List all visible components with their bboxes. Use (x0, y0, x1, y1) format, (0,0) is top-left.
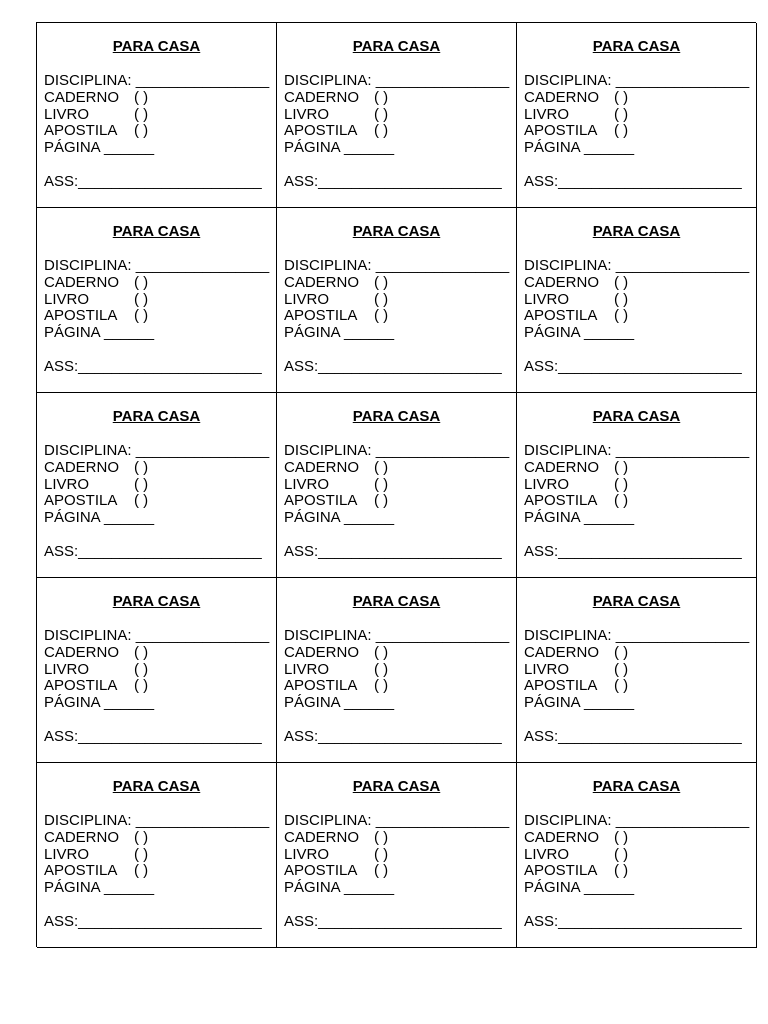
caderno-row (44, 90, 272, 107)
livro-label: LIVRO (524, 660, 570, 678)
disciplina-line: DISCIPLINA: ________________ (44, 627, 270, 644)
caderno-checkbox: ( ) (614, 643, 629, 661)
livro-row (44, 292, 272, 309)
disciplina-line: DISCIPLINA: ________________ (524, 627, 750, 644)
slip-fields (524, 73, 752, 191)
caderno-checkbox: ( ) (614, 458, 629, 476)
spacer (284, 342, 512, 359)
apostila-row (44, 308, 272, 325)
caderno-label: CADERNO (524, 88, 600, 106)
spacer (524, 527, 752, 544)
apostila-label: APOSTILA (524, 862, 598, 880)
homework-slip (517, 23, 757, 208)
spacer (524, 897, 752, 914)
slip-fields (524, 813, 752, 931)
slip-title: PARA CASA (352, 408, 441, 425)
slip-title: PARA CASA (352, 38, 441, 55)
livro-checkbox: ( ) (614, 105, 629, 123)
livro-checkbox: ( ) (134, 290, 149, 308)
livro-checkbox: ( ) (374, 290, 389, 308)
caderno-label: CADERNO (524, 828, 600, 846)
livro-checkbox: ( ) (614, 660, 629, 678)
slip-title: PARA CASA (592, 593, 681, 610)
caderno-row (44, 460, 272, 477)
livro-row (284, 477, 512, 494)
caderno-checkbox: ( ) (134, 88, 149, 106)
homework-slip (277, 208, 517, 393)
caderno-checkbox: ( ) (614, 88, 629, 106)
livro-checkbox: ( ) (614, 290, 629, 308)
livro-label: LIVRO (44, 660, 90, 678)
livro-label: LIVRO (284, 660, 330, 678)
signature-line: ASS:______________________ (284, 357, 502, 375)
livro-checkbox: ( ) (374, 475, 389, 493)
homework-slip (517, 763, 757, 948)
slip-fields (524, 258, 752, 376)
signature-line: ASS:______________________ (524, 172, 742, 190)
apostila-checkbox: ( ) (614, 307, 629, 325)
pagina-line: PÁGINA ______ (284, 879, 395, 897)
apostila-checkbox: ( ) (374, 122, 389, 140)
caderno-checkbox: ( ) (134, 273, 149, 291)
caderno-row (524, 460, 752, 477)
caderno-label: CADERNO (44, 88, 120, 106)
caderno-row (524, 830, 752, 847)
disciplina-line: DISCIPLINA: ________________ (524, 812, 750, 829)
apostila-checkbox: ( ) (614, 677, 629, 695)
slip-fields (44, 628, 272, 746)
homework-slip (37, 208, 277, 393)
spacer (524, 157, 752, 174)
pagina-line: PÁGINA ______ (44, 694, 155, 712)
livro-checkbox: ( ) (134, 845, 149, 863)
homework-slip (517, 208, 757, 393)
livro-row (44, 662, 272, 679)
homework-slip-sheet (36, 22, 756, 947)
pagina-line: PÁGINA ______ (284, 509, 395, 527)
caderno-checkbox: ( ) (614, 828, 629, 846)
disciplina-line: DISCIPLINA: ________________ (524, 257, 750, 274)
disciplina-line: DISCIPLINA: ________________ (44, 812, 270, 829)
livro-checkbox: ( ) (374, 105, 389, 123)
signature-line: ASS:______________________ (44, 912, 262, 930)
apostila-checkbox: ( ) (374, 307, 389, 325)
caderno-row (284, 460, 512, 477)
disciplina-line: DISCIPLINA: ________________ (44, 72, 270, 89)
apostila-row (284, 678, 512, 695)
livro-label: LIVRO (284, 475, 330, 493)
slip-fields (284, 443, 512, 561)
signature-line: ASS:______________________ (524, 912, 742, 930)
pagina-line: PÁGINA ______ (284, 139, 395, 157)
caderno-label: CADERNO (524, 273, 600, 291)
homework-slip (277, 23, 517, 208)
homework-slip (517, 393, 757, 578)
pagina-line: PÁGINA ______ (524, 324, 635, 342)
pagina-line: PÁGINA ______ (524, 879, 635, 897)
apostila-label: APOSTILA (524, 677, 598, 695)
caderno-checkbox: ( ) (134, 828, 149, 846)
slip-fields (524, 443, 752, 561)
apostila-label: APOSTILA (524, 492, 598, 510)
slip-title: PARA CASA (592, 223, 681, 240)
caderno-checkbox: ( ) (374, 273, 389, 291)
livro-row (524, 847, 752, 864)
caderno-label: CADERNO (524, 458, 600, 476)
signature-line: ASS:______________________ (284, 912, 502, 930)
apostila-row (524, 308, 752, 325)
apostila-checkbox: ( ) (374, 862, 389, 880)
apostila-checkbox: ( ) (614, 122, 629, 140)
livro-checkbox: ( ) (614, 845, 629, 863)
homework-slip (37, 23, 277, 208)
signature-line: ASS:______________________ (44, 727, 262, 745)
livro-row (524, 107, 752, 124)
apostila-label: APOSTILA (284, 122, 358, 140)
apostila-label: APOSTILA (284, 677, 358, 695)
livro-checkbox: ( ) (134, 475, 149, 493)
livro-row (44, 107, 272, 124)
caderno-row (524, 645, 752, 662)
apostila-label: APOSTILA (44, 862, 118, 880)
homework-slip (277, 763, 517, 948)
caderno-row (284, 275, 512, 292)
spacer (44, 712, 272, 729)
slip-title: PARA CASA (592, 408, 681, 425)
livro-label: LIVRO (284, 845, 330, 863)
pagina-line: PÁGINA ______ (44, 324, 155, 342)
apostila-label: APOSTILA (284, 307, 358, 325)
slip-fields (44, 258, 272, 376)
spacer (284, 897, 512, 914)
disciplina-line: DISCIPLINA: ________________ (44, 442, 270, 459)
slip-title: PARA CASA (112, 223, 201, 240)
livro-checkbox: ( ) (134, 105, 149, 123)
livro-label: LIVRO (284, 290, 330, 308)
spacer (44, 527, 272, 544)
apostila-row (44, 123, 272, 140)
caderno-checkbox: ( ) (374, 828, 389, 846)
livro-checkbox: ( ) (374, 845, 389, 863)
caderno-label: CADERNO (284, 88, 360, 106)
spacer (524, 712, 752, 729)
pagina-line: PÁGINA ______ (284, 324, 395, 342)
caderno-label: CADERNO (284, 643, 360, 661)
disciplina-line: DISCIPLINA: ________________ (44, 257, 270, 274)
apostila-row (44, 863, 272, 880)
slip-fields (284, 813, 512, 931)
disciplina-line: DISCIPLINA: ________________ (524, 72, 750, 89)
slip-title: PARA CASA (112, 38, 201, 55)
caderno-row (284, 90, 512, 107)
slip-fields (524, 628, 752, 746)
caderno-checkbox: ( ) (374, 643, 389, 661)
caderno-row (44, 645, 272, 662)
livro-label: LIVRO (524, 475, 570, 493)
homework-slip (277, 393, 517, 578)
spacer (44, 157, 272, 174)
livro-label: LIVRO (524, 290, 570, 308)
caderno-row (44, 830, 272, 847)
livro-checkbox: ( ) (374, 660, 389, 678)
signature-line: ASS:______________________ (524, 357, 742, 375)
livro-label: LIVRO (44, 290, 90, 308)
caderno-label: CADERNO (44, 458, 120, 476)
apostila-checkbox: ( ) (134, 677, 149, 695)
slip-title: PARA CASA (592, 778, 681, 795)
slip-fields (284, 73, 512, 191)
signature-line: ASS:______________________ (524, 542, 742, 560)
apostila-label: APOSTILA (44, 677, 118, 695)
spacer (44, 897, 272, 914)
apostila-row (524, 863, 752, 880)
signature-line: ASS:______________________ (44, 172, 262, 190)
signature-line: ASS:______________________ (284, 172, 502, 190)
apostila-row (284, 308, 512, 325)
livro-checkbox: ( ) (134, 660, 149, 678)
caderno-label: CADERNO (44, 828, 120, 846)
slip-title: PARA CASA (112, 408, 201, 425)
livro-label: LIVRO (44, 105, 90, 123)
caderno-row (524, 275, 752, 292)
slip-fields (44, 73, 272, 191)
apostila-checkbox: ( ) (134, 307, 149, 325)
slip-fields (284, 258, 512, 376)
apostila-label: APOSTILA (284, 492, 358, 510)
livro-label: LIVRO (44, 475, 90, 493)
slip-fields (44, 813, 272, 931)
apostila-row (524, 493, 752, 510)
caderno-row (284, 830, 512, 847)
spacer (284, 712, 512, 729)
caderno-label: CADERNO (44, 643, 120, 661)
homework-slip (37, 763, 277, 948)
disciplina-line: DISCIPLINA: ________________ (284, 442, 510, 459)
apostila-checkbox: ( ) (134, 862, 149, 880)
slip-title: PARA CASA (352, 593, 441, 610)
spacer (524, 342, 752, 359)
apostila-checkbox: ( ) (374, 677, 389, 695)
pagina-line: PÁGINA ______ (44, 509, 155, 527)
slip-title: PARA CASA (352, 778, 441, 795)
livro-label: LIVRO (524, 845, 570, 863)
slip-title: PARA CASA (352, 223, 441, 240)
pagina-line: PÁGINA ______ (284, 694, 395, 712)
apostila-row (284, 123, 512, 140)
livro-row (284, 107, 512, 124)
apostila-label: APOSTILA (44, 307, 118, 325)
disciplina-line: DISCIPLINA: ________________ (284, 812, 510, 829)
apostila-label: APOSTILA (524, 122, 598, 140)
caderno-label: CADERNO (44, 273, 120, 291)
pagina-line: PÁGINA ______ (524, 509, 635, 527)
caderno-checkbox: ( ) (134, 458, 149, 476)
homework-slip (37, 578, 277, 763)
disciplina-line: DISCIPLINA: ________________ (284, 257, 510, 274)
caderno-row (524, 90, 752, 107)
spacer (284, 527, 512, 544)
spacer (44, 342, 272, 359)
caderno-checkbox: ( ) (374, 458, 389, 476)
apostila-row (44, 493, 272, 510)
caderno-row (284, 645, 512, 662)
apostila-row (284, 863, 512, 880)
livro-row (524, 292, 752, 309)
caderno-checkbox: ( ) (374, 88, 389, 106)
signature-line: ASS:______________________ (284, 727, 502, 745)
signature-line: ASS:______________________ (284, 542, 502, 560)
pagina-line: PÁGINA ______ (524, 694, 635, 712)
signature-line: ASS:______________________ (44, 542, 262, 560)
apostila-label: APOSTILA (44, 492, 118, 510)
caderno-row (44, 275, 272, 292)
slip-fields (44, 443, 272, 561)
livro-label: LIVRO (284, 105, 330, 123)
apostila-label: APOSTILA (44, 122, 118, 140)
slip-title: PARA CASA (112, 593, 201, 610)
apostila-row (284, 493, 512, 510)
slip-title: PARA CASA (592, 38, 681, 55)
caderno-checkbox: ( ) (614, 273, 629, 291)
slip-fields (284, 628, 512, 746)
livro-row (284, 662, 512, 679)
apostila-row (524, 123, 752, 140)
caderno-label: CADERNO (284, 458, 360, 476)
livro-label: LIVRO (524, 105, 570, 123)
livro-row (44, 847, 272, 864)
disciplina-line: DISCIPLINA: ________________ (284, 72, 510, 89)
caderno-checkbox: ( ) (134, 643, 149, 661)
caderno-label: CADERNO (284, 273, 360, 291)
disciplina-line: DISCIPLINA: ________________ (284, 627, 510, 644)
disciplina-line: DISCIPLINA: ________________ (524, 442, 750, 459)
pagina-line: PÁGINA ______ (44, 879, 155, 897)
pagina-line: PÁGINA ______ (44, 139, 155, 157)
caderno-label: CADERNO (284, 828, 360, 846)
apostila-checkbox: ( ) (614, 492, 629, 510)
homework-slip (277, 578, 517, 763)
apostila-label: APOSTILA (524, 307, 598, 325)
livro-row (524, 477, 752, 494)
homework-slip (37, 393, 277, 578)
pagina-line: PÁGINA ______ (524, 139, 635, 157)
homework-slip (517, 578, 757, 763)
apostila-row (44, 678, 272, 695)
livro-row (284, 847, 512, 864)
apostila-checkbox: ( ) (134, 122, 149, 140)
spacer (284, 157, 512, 174)
apostila-checkbox: ( ) (614, 862, 629, 880)
apostila-checkbox: ( ) (374, 492, 389, 510)
signature-line: ASS:______________________ (524, 727, 742, 745)
apostila-row (524, 678, 752, 695)
livro-checkbox: ( ) (614, 475, 629, 493)
slip-title: PARA CASA (112, 778, 201, 795)
livro-label: LIVRO (44, 845, 90, 863)
livro-row (284, 292, 512, 309)
signature-line: ASS:______________________ (44, 357, 262, 375)
livro-row (44, 477, 272, 494)
livro-row (524, 662, 752, 679)
caderno-label: CADERNO (524, 643, 600, 661)
apostila-label: APOSTILA (284, 862, 358, 880)
apostila-checkbox: ( ) (134, 492, 149, 510)
